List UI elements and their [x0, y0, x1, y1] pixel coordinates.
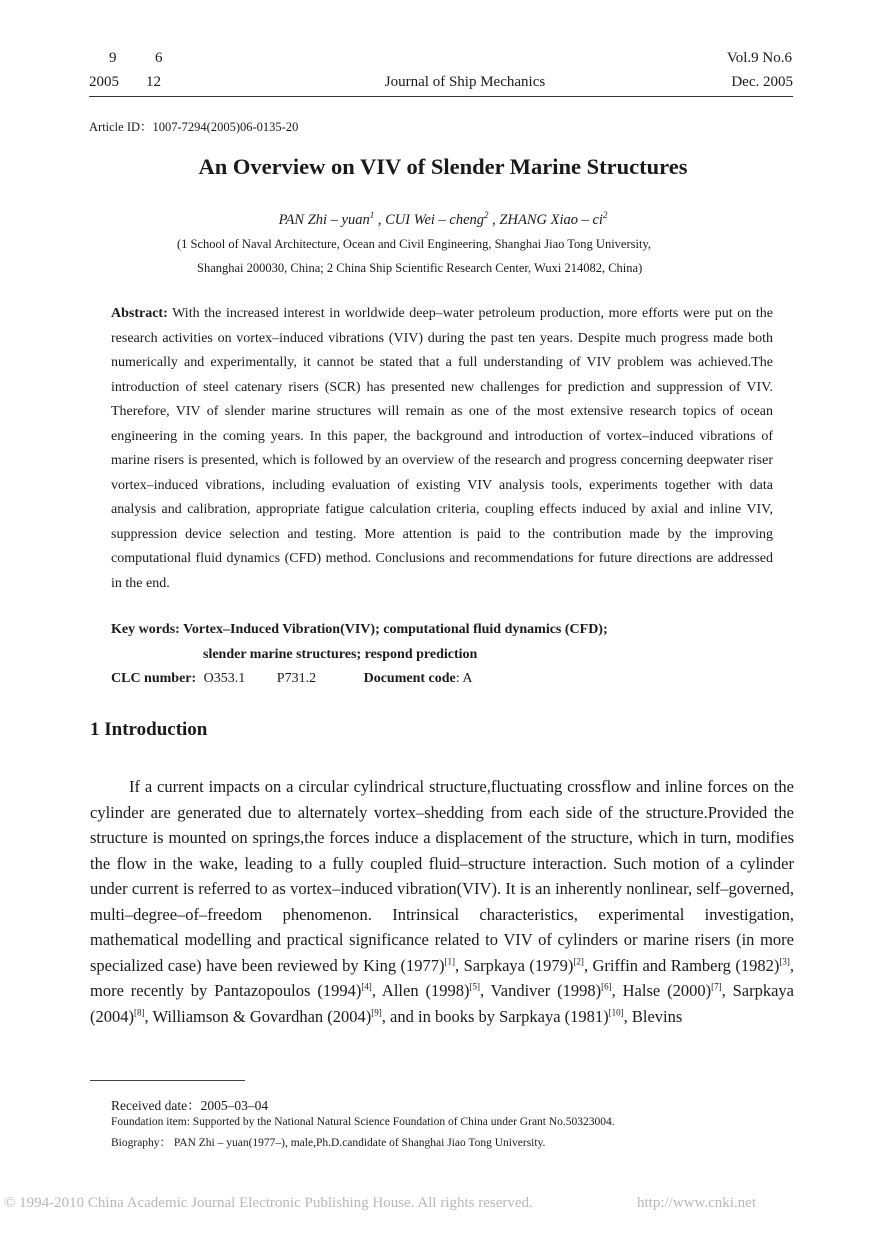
intro-text: , Allen (1998): [371, 981, 470, 1000]
citation-1: [1]: [444, 956, 456, 966]
header-year: 2005: [89, 74, 119, 90]
abstract: [111, 302, 773, 596]
article-id: Article ID：1007-7294(2005)06-0135-20: [89, 120, 299, 134]
citation-3: [3]: [779, 956, 790, 966]
cnki-link[interactable]: http://www.cnki.net: [637, 1195, 757, 1211]
intro-text: , Blevins: [623, 1006, 683, 1026]
intro-text: , more recently by Pantazopoulos (1994): [90, 955, 794, 1000]
citation-2: [2]: [573, 956, 584, 966]
intro-text: , Halse (2000): [611, 981, 712, 1000]
header-month: 12: [146, 74, 161, 90]
citation-9: [9]: [371, 1007, 382, 1017]
keywords-values-1: Vortex–Induced Vibration(VIV); computational fluid dynamics (CFD);: [183, 622, 608, 637]
header-issue-number: 6: [155, 50, 163, 66]
biography: Biography： PAN Zhi – yuan(1977–), male,Ph.D.candidate of Shanghai Jiao Tong University.: [111, 1137, 546, 1149]
intro-text: , Williamson & Govardhan (2004): [144, 1006, 372, 1026]
intro-text: , Sarpkaya (2004): [90, 981, 794, 1026]
author-separator: ,: [374, 211, 386, 228]
affiliation-line-2: Shanghai 200030, China; 2 China Ship Scientific Research Center, Wuxi 214082, China): [197, 261, 643, 275]
header-journal-name: Journal of Ship Mechanics: [384, 74, 546, 90]
intro-paragraph: [90, 774, 794, 1029]
citation-4: [4]: [361, 981, 372, 992]
keywords-line-1: [111, 622, 608, 638]
citation-10: [10]: [608, 1007, 624, 1017]
author-separator: ,: [488, 211, 500, 228]
header-rule: [89, 96, 793, 97]
clc-label: CLC number:: [111, 671, 197, 686]
author-1-affiliation-mark: 1: [369, 210, 375, 220]
clc-value-2: P731.2: [276, 671, 317, 686]
footnote-rule: [90, 1080, 245, 1081]
keywords-values-2: slender marine structures; respond prediction: [203, 647, 478, 662]
keywords-label: Key words:: [111, 622, 180, 637]
paper-title: An Overview on VIV of Slender Marine Structures: [198, 154, 688, 179]
author-3: ZHANG Xiao – ci: [499, 211, 603, 228]
intro-text: , Vandiver (1998): [479, 981, 602, 1000]
intro-text: , and in books by Sarpkaya (1981): [381, 1006, 609, 1026]
document-code-value: : A: [455, 671, 473, 686]
clc-value-1: O353.1: [203, 671, 246, 686]
header-date: Dec. 2005: [731, 74, 793, 90]
intro-text: If a current impacts on a circular cylindrical structure,fluctuating crossflow and inline forces on the cylinder are generated due to alternately vortex–shedding from each side of the structure.Provided the structure is mounted on springs,the forces induce a displacement of the structure, which in turn, modifies the flow in the wake, leading to a fully coupled fluid–structure interaction. Such motion of a cylinder under current is referred to as vortex–induced vibration(VIV). It is an inherently nonlinear, self–governed, multi–degree–of–freedom phenomenon. Intrinsical characteristics, experimental investigation, mathematical modelling and practical significance related to VIV of cylinders or marine risers (in more specialized case) have been reviewed by King (1977): [90, 777, 794, 975]
author-3-affiliation-mark: 2: [602, 210, 608, 220]
affiliation-line-1: (1 School of Naval Architecture, Ocean and Civil Engineering, Shanghai Jiao Tong University,: [177, 237, 652, 251]
clc-line: [111, 671, 472, 687]
copyright-notice: © 1994-2010 China Academic Journal Electronic Publishing House. All rights reserved.: [4, 1195, 533, 1211]
citation-8: [8]: [134, 1007, 145, 1017]
citation-7: [7]: [711, 981, 722, 992]
author-2: CUI Wei – cheng: [385, 211, 485, 228]
citation-5: [5]: [469, 981, 480, 992]
intro-text: , Griffin and Ramberg (1982): [583, 955, 780, 975]
section-heading: 1 Introduction: [90, 719, 208, 740]
received-date: Received date：2005–03–04: [111, 1098, 269, 1113]
header-volume-issue: Vol.9 No.6: [726, 50, 792, 66]
author-1: PAN Zhi – yuan: [278, 211, 370, 228]
intro-text: , Sarpkaya (1979): [455, 955, 574, 975]
abstract-label: Abstract:: [111, 306, 168, 321]
author-line: [0, 210, 886, 229]
citation-6: [6]: [601, 981, 612, 992]
foundation-item: Foundation item: Supported by the National Natural Science Foundation of China under Grant No.50323004.: [111, 1116, 615, 1128]
abstract-text: With the increased interest in worldwide deep–water petroleum production, more efforts were put on the research activities on vortex–induced vibrations (VIV) during the past ten years. Despite much progress made both numerically and experimentally, it cannot be stated that a full understanding of VIV problem was achieved.The introduction of steel catenary risers (SCR) has presented new challenges for prediction and suppression of VIV. Therefore, VIV of slender marine structures will remain as one of the most extensive research topics of ocean engineering in the coming years. In this paper, the background and introduction of vortex–induced vibrations of marine risers is presented, which is followed by an overview of the research and progress concerning deepwater riser vortex–induced vibrations, including evaluation of existing VIV analysis tools, experiments together with data analysis and calibration, appropriate fatigue calculation criteria, coupling effects induced by axial and inline VIV, suppression device selection and testing. More attention is paid to the contribution made by the improving computational fluid dynamics (CFD) method. Conclusions and recommendations for future directions are addressed in the end.: [111, 306, 774, 591]
document-code-label: Document code: [363, 671, 456, 686]
author-2-affiliation-mark: 2: [484, 210, 489, 220]
header-volume-number: 9: [109, 50, 117, 66]
